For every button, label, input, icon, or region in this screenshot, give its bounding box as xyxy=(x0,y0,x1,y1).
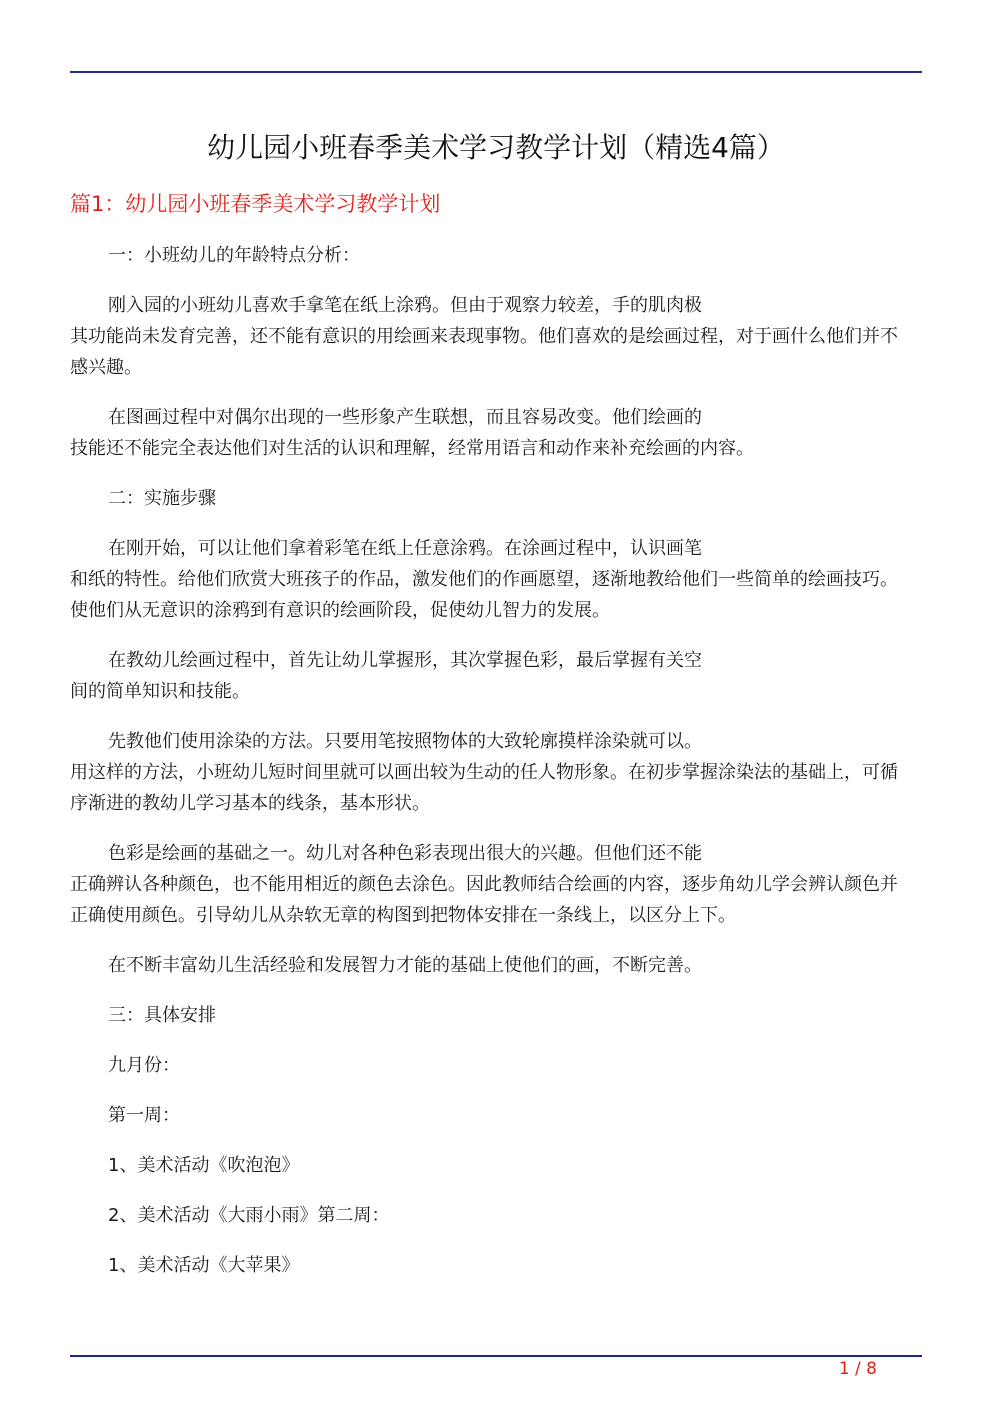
paragraph-line: 先教他们使用涂染的方法。只要用笔按照物体的大致轮廓摸样涂染就可以。 xyxy=(108,731,702,752)
paragraph-line: 1、美术活动《大苹果》 xyxy=(108,1255,300,1276)
document-body xyxy=(70,240,915,1300)
paragraph-line: 九月份： xyxy=(108,1055,180,1076)
paragraph-text: 正确辨认各种颜色，也不能用相近的颜色去涂色。因此教师结合绘画的内容，逐步角幼儿学会辨认颜色并正确使用颜色。引导幼儿从杂软无章的构图到把物体安排在一条线上，以区分上下。 xyxy=(70,874,898,926)
header-divider xyxy=(70,71,922,73)
paragraph xyxy=(70,290,915,383)
paragraph-text: 间的简单知识和技能。 xyxy=(70,681,250,702)
paragraph xyxy=(70,1100,915,1131)
paragraph-line: 刚入园的小班幼儿喜欢手拿笔在纸上涂鸦。但由于观察力较差，手的肌肉极 xyxy=(108,295,702,316)
paragraph xyxy=(70,1250,915,1281)
paragraph xyxy=(70,483,915,514)
paragraph-line: 2、美术活动《大雨小雨》第二周： xyxy=(108,1205,390,1226)
page-indicator: 1 / 8 xyxy=(838,1359,877,1379)
paragraph-line: 在教幼儿绘画过程中，首先让幼儿掌握形，其次掌握色彩，最后掌握有关空 xyxy=(108,650,702,671)
paragraph-text: 和纸的特性。给他们欣赏大班孩子的作品，激发他们的作画愿望，逐渐地教给他们一些简单的绘画技巧。使他们从无意识的涂鸦到有意识的绘画阶段，促使幼儿智力的发展。 xyxy=(70,569,898,621)
paragraph xyxy=(70,1050,915,1081)
paragraph-line: 在图画过程中对偶尔出现的一些形象产生联想，而且容易改变。他们绘画的 xyxy=(108,407,702,428)
paragraph-line: 一：小班幼儿的年龄特点分析： xyxy=(108,245,360,266)
paragraph xyxy=(70,726,915,819)
paragraph-line: 在不断丰富幼儿生活经验和发展智力才能的基础上使他们的画，不断完善。 xyxy=(108,955,702,976)
section-title: 篇1：幼儿园小班春季美术学习教学计划 xyxy=(70,192,441,216)
paragraph-line: 在刚开始，可以让他们拿着彩笔在纸上任意涂鸦。在涂画过程中，认识画笔 xyxy=(108,538,702,559)
paragraph-line: 第一周： xyxy=(108,1105,180,1126)
paragraph xyxy=(70,838,915,931)
paragraph-text: 技能还不能完全表达他们对生活的认识和理解，经常用语言和动作来补充绘画的内容。 xyxy=(70,438,754,459)
paragraph-text: 用这样的方法，小班幼儿短时间里就可以画出较为生动的任人物形象。在初步掌握涂染法的基础上，可循序渐进的教幼儿学习基本的线条，基本形状。 xyxy=(70,762,898,814)
paragraph xyxy=(70,533,915,626)
paragraph-line: 1、美术活动《吹泡泡》 xyxy=(108,1155,300,1176)
paragraph xyxy=(70,1000,915,1031)
paragraph-line: 二：实施步骤 xyxy=(108,488,216,509)
footer-divider xyxy=(70,1355,922,1357)
paragraph xyxy=(70,240,915,271)
paragraph xyxy=(70,950,915,981)
paragraph-text: 其功能尚未发育完善，还不能有意识的用绘画来表现事物。他们喜欢的是绘画过程，对于画什么他们并不感兴趣。 xyxy=(70,326,898,378)
document-title: 幼儿园小班春季美术学习教学计划（精选4篇） xyxy=(207,131,785,164)
paragraph xyxy=(70,645,915,707)
paragraph xyxy=(70,1200,915,1231)
paragraph-line: 色彩是绘画的基础之一。幼儿对各种色彩表现出很大的兴趣。但他们还不能 xyxy=(108,843,702,864)
paragraph-line: 三：具体安排 xyxy=(108,1005,216,1026)
paragraph xyxy=(70,402,915,464)
paragraph xyxy=(70,1150,915,1181)
